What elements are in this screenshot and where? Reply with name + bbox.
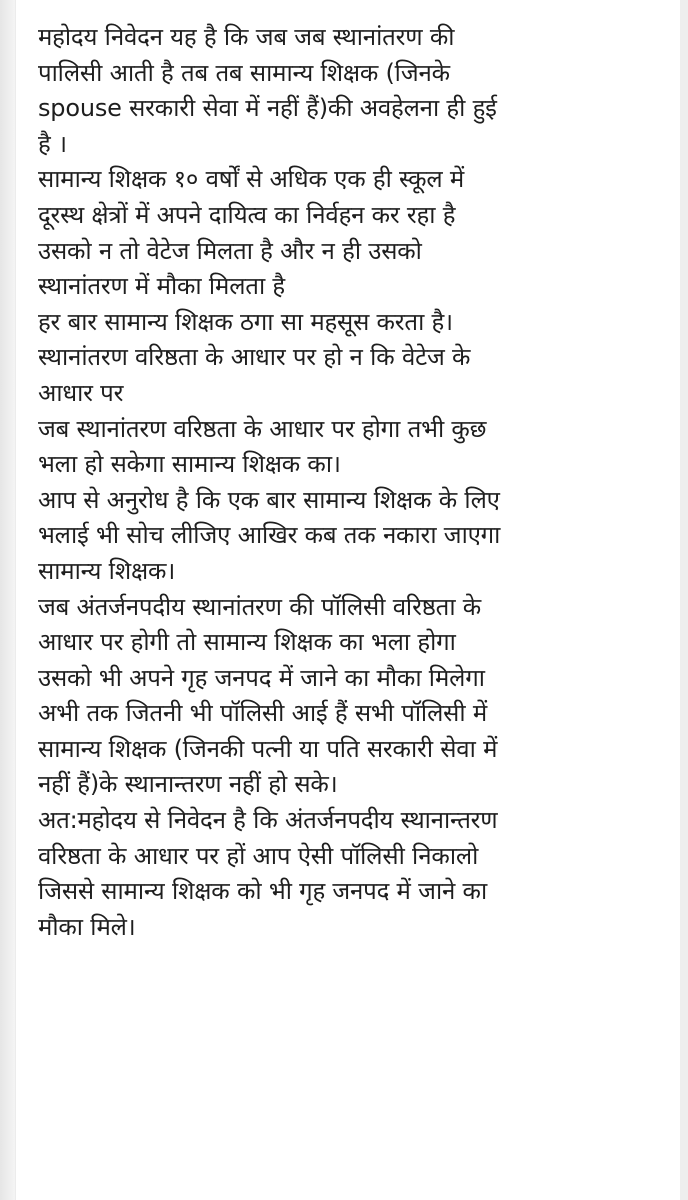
text-line-6: दूरस्थ क्षेत्रों में अपने दायित्व का निर्वहन कर रहा है — [38, 200, 456, 229]
text-line-25: जिससे सामान्य शिक्षक को भी गृह जनपद में जाने का — [38, 877, 487, 906]
text-line-21: सामान्य शिक्षक (जिनकी पत्नी या पति सरकारी सेवा में — [38, 734, 498, 763]
text-line-11: आधार पर — [38, 378, 124, 407]
text-line-14: आप से अनुरोध है कि एक बार सामान्य शिक्षक के लिए — [38, 485, 500, 514]
text-line-15: भलाई भी सोच लीजिए आखिर कब तक नकारा जाएगा — [38, 521, 501, 550]
left-page-shadow — [0, 0, 16, 1200]
text-line-24: वरिष्ठता के आधार पर हों आप ऐसी पॉलिसी निकालो — [38, 841, 479, 870]
text-line-7: उसको न तो वेटेज मिलता है और न ही उसको — [38, 236, 422, 265]
text-line-18: आधार पर होगी तो सामान्य शिक्षक का भला होगा — [38, 628, 456, 657]
text-line-9: हर बार सामान्य शिक्षक ठगा सा महसूस करता है। — [38, 307, 453, 336]
text-line-2: पालिसी आती है तब तब सामान्य शिक्षक (जिनके — [38, 58, 450, 87]
text-line-26: मौका मिले। — [38, 912, 136, 941]
text-line-13: भला हो सकेगा सामान्य शिक्षक का। — [38, 450, 341, 479]
text-line-4: है । — [38, 129, 67, 158]
text-line-16: सामान्य शिक्षक। — [38, 556, 176, 585]
right-page-edge — [680, 0, 688, 1200]
text-post-container — [16, 0, 680, 1200]
bottom-margin — [32, 1180, 688, 1200]
text-line-5: सामान्य शिक्षक १० वर्षों से अधिक एक ही स्कूल में — [38, 165, 465, 194]
text-line-19: उसको भी अपने गृह जनपद में जाने का मौका मिलेगा — [38, 663, 485, 692]
text-line-23: अत:महोदय से निवेदन है कि अंतर्जनपदीय स्थानान्तरण — [38, 806, 498, 835]
text-line-10: स्थानांतरण वरिष्ठता के आधार पर हो न कि वेटेज के — [38, 343, 471, 372]
text-line-12: जब स्थानांतरण वरिष्ठता के आधार पर होगा तभी कुछ — [38, 414, 487, 443]
text-line-22: नहीं हैं)के स्थानान्तरण नहीं हो सके। — [38, 770, 338, 799]
text-line-1: महोदय निवेदन यह है कि जब जब स्थानांतरण की — [38, 23, 455, 51]
text-line-3: spouse सरकारी सेवा में नहीं हैं)की अवहेलना ही हुई — [38, 94, 497, 123]
text-line-17: जब अंतर्जनपदीय स्थानांतरण की पॉलिसी वरिष्ठता के — [38, 592, 481, 621]
hindi-request-text — [38, 20, 668, 945]
text-line-20: अभी तक जितनी भी पॉलिसी आई हैं सभी पॉलिसी में — [38, 699, 487, 728]
text-line-8: स्थानांतरण में मौका मिलता है — [38, 272, 285, 301]
